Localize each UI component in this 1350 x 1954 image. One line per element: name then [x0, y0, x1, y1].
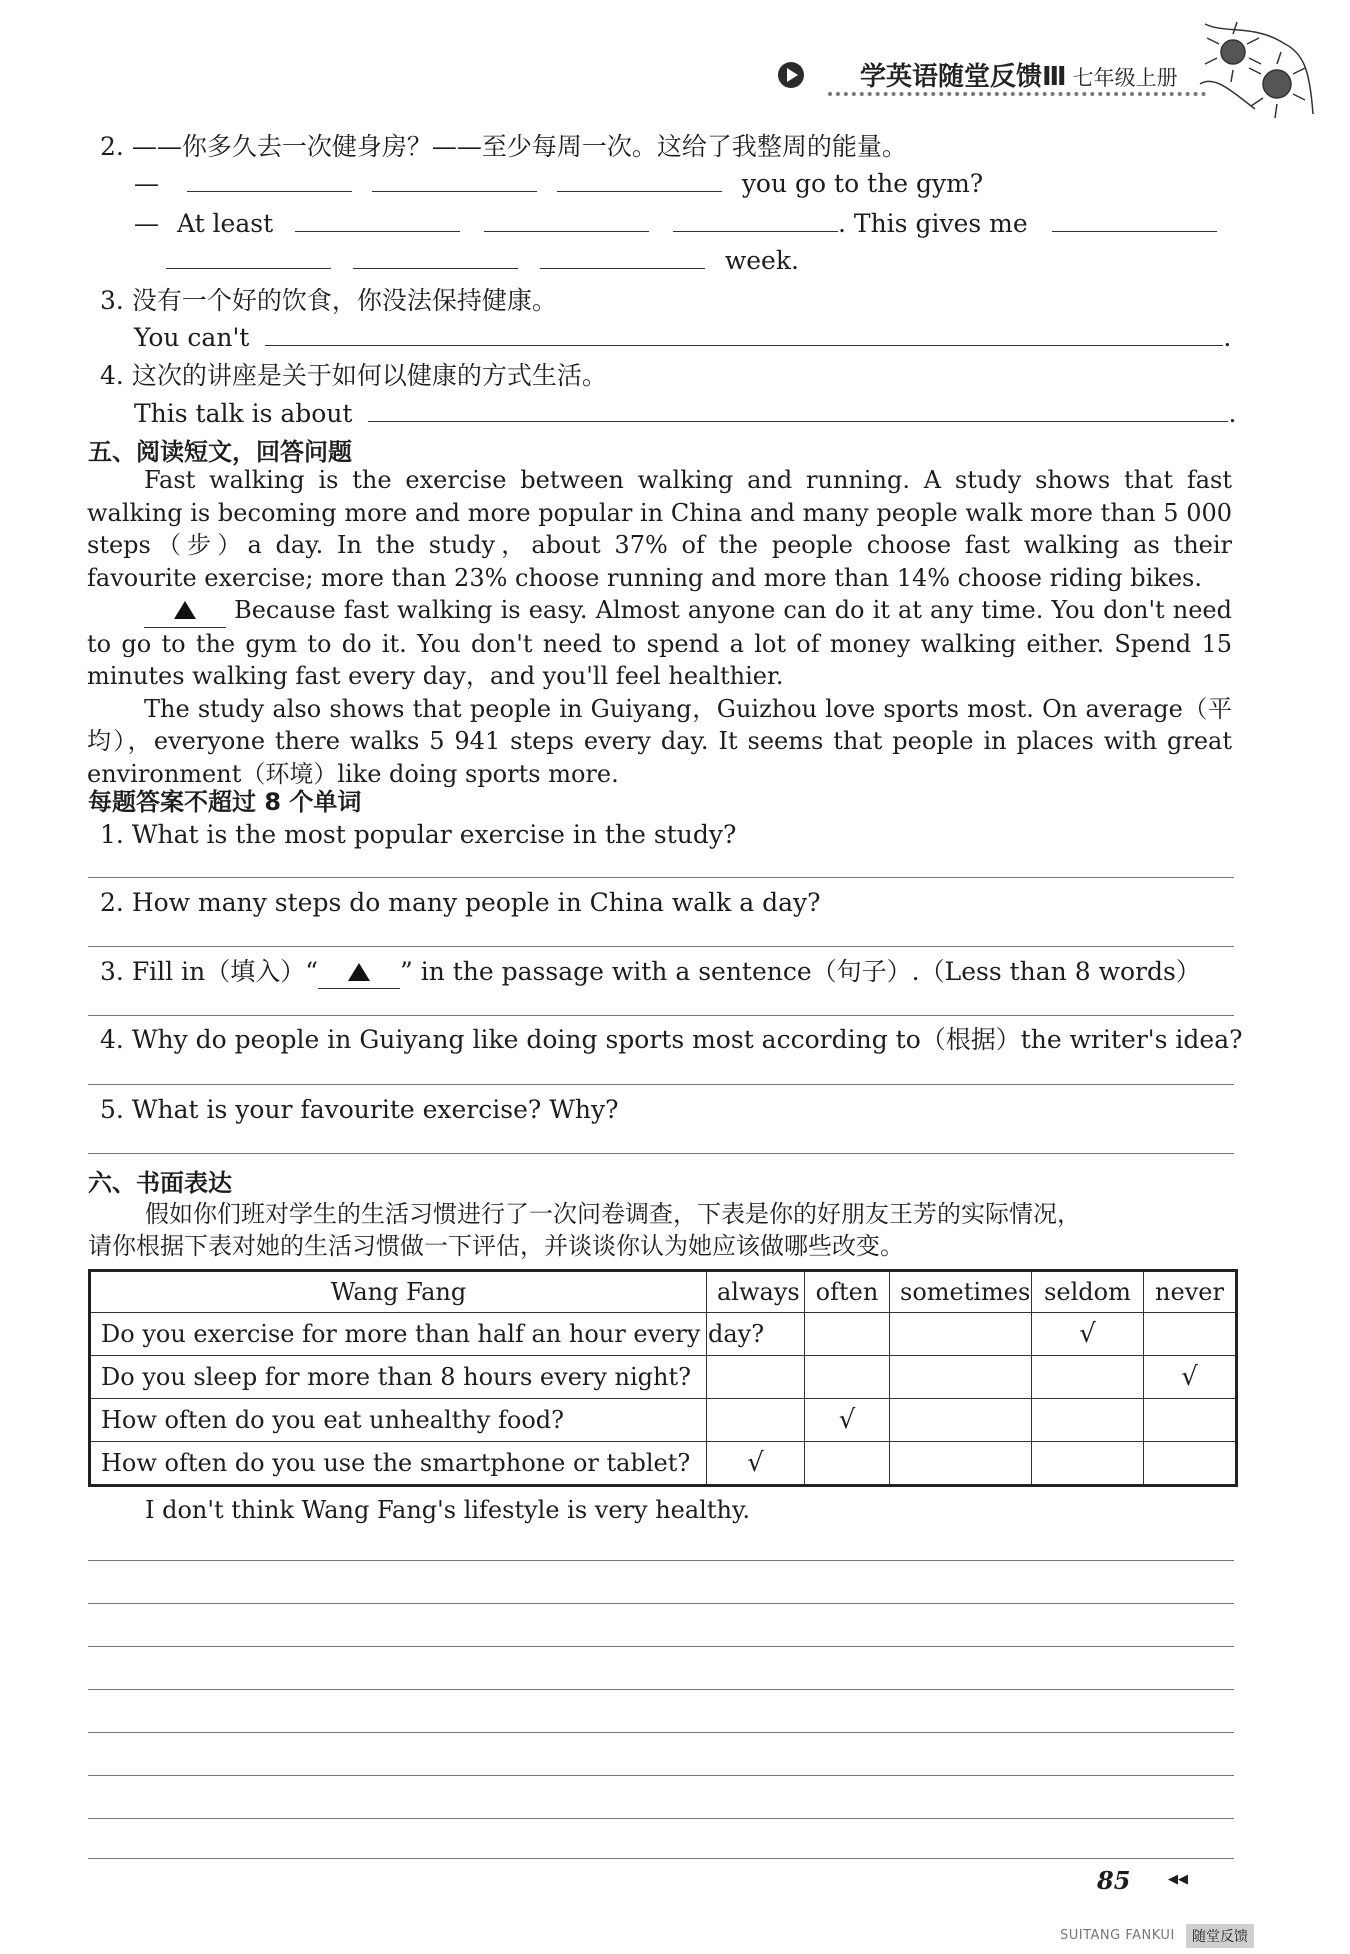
play-icon	[778, 62, 804, 88]
writing-line[interactable]	[88, 1560, 1234, 1561]
question-text: What is your favourite exercise? Why?	[131, 1095, 619, 1124]
q3-chinese-text: 没有一个好的饮食，你没法保持健康。	[131, 286, 557, 315]
table-check-cell: √	[1144, 1356, 1237, 1399]
answer-line[interactable]	[88, 946, 1234, 947]
answer-line[interactable]	[88, 1153, 1234, 1154]
table-check-cell	[1032, 1399, 1144, 1442]
q2-dash: —	[134, 209, 159, 238]
q2-line3	[166, 245, 799, 277]
series-badge: 随堂反馈	[1186, 1924, 1254, 1948]
question-number: 3.	[100, 957, 124, 986]
series-name-english: SUITANG FANKUI	[1060, 1928, 1175, 1943]
passage-paragraph-3: The study also shows that people in Guiyang，Guizhou love sports most. On average（平均），everyone there walks 5 941 steps every day. It seems that people in places with great environment（环境）like doing sports more.	[87, 694, 1232, 788]
section6-intro-2: 请你根据下表对她的生活习惯做一下评估，并谈谈你认为她应该做哪些改变。	[88, 1232, 904, 1260]
table-header-cell: always	[707, 1271, 805, 1313]
q2-dash: —	[134, 169, 159, 198]
q2-line1-text: you go to the gym?	[741, 169, 984, 198]
q4-chinese-text: 这次的讲座是关于如何以健康的方式生活。	[131, 361, 607, 390]
table-check-cell: √	[1032, 1313, 1144, 1356]
writing-line[interactable]	[88, 1732, 1234, 1733]
table-header-cell: often	[805, 1271, 890, 1313]
question-text: How many steps do many people in China walk a day?	[131, 888, 821, 917]
reading-question-5	[100, 1094, 619, 1126]
question-text: What is the most popular exercise in the study?	[131, 820, 737, 849]
q2-line1	[134, 168, 983, 200]
reading-question-3	[100, 956, 1201, 989]
answer-blank[interactable]	[540, 246, 705, 269]
header-divider	[828, 92, 1206, 96]
table-row	[90, 1399, 1237, 1442]
section5-instruction: 每题答案不超过 8 个单词	[88, 788, 362, 816]
table-check-cell: √	[805, 1399, 890, 1442]
triangle-icon	[348, 963, 370, 981]
q2-chinese-text: ——你多久去一次健身房？——至少每周一次。这给了我整周的能量。	[131, 132, 907, 161]
writing-line[interactable]	[88, 1858, 1234, 1859]
passage-paragraph-1: Fast walking is the exercise between walking and running. A study shows that fast walking is becoming more and more popular in China and many people walk more than 5 000 steps（步）a day. In the study，about 37% of the people choose fast walking as their favourite exercise; more than 23% choose running and more than 14% choose riding bikes.	[87, 466, 1232, 592]
answer-blank[interactable]	[372, 169, 537, 192]
page-header	[0, 0, 1350, 120]
table-question-cell: How often do you eat unhealthy food?	[90, 1399, 707, 1442]
section6-title: 六、书面表达	[88, 1169, 232, 1197]
question-number: 4.	[100, 1025, 124, 1054]
book-title	[860, 56, 1178, 93]
table-check-cell	[1144, 1399, 1237, 1442]
answer-blank[interactable]	[295, 209, 460, 232]
question-text: ” in the passage with a sentence（句子）.（Less than 8 words）	[399, 957, 1201, 986]
q4-number: 4.	[100, 361, 124, 390]
table-header-cell: Wang Fang	[90, 1271, 707, 1313]
table-check-cell	[707, 1399, 805, 1442]
table-check-cell	[890, 1442, 1032, 1486]
q2-line2	[134, 208, 1217, 240]
reading-question-4	[100, 1024, 1243, 1056]
writing-start-sentence: I don't think Wang Fang's lifestyle is very healthy.	[145, 1496, 750, 1524]
table-check-cell	[1032, 1442, 1144, 1486]
writing-line[interactable]	[88, 1818, 1234, 1819]
question-number: 1.	[100, 820, 124, 849]
q2-number: 2.	[100, 132, 124, 161]
reading-passage	[87, 464, 1232, 790]
table-check-cell	[805, 1313, 890, 1356]
q3-english-text: You can't	[134, 323, 250, 352]
answer-line[interactable]	[88, 1084, 1234, 1085]
table-question-cell: Do you sleep for more than 8 hours every night?	[90, 1356, 707, 1399]
table-header-cell: seldom	[1032, 1271, 1144, 1313]
table-check-cell	[890, 1313, 1032, 1356]
q3-number: 3.	[100, 286, 124, 315]
q4-chinese	[100, 360, 607, 392]
table-check-cell	[1144, 1313, 1237, 1356]
table-check-cell: √	[707, 1442, 805, 1486]
grade-label: 七年级上册	[1072, 66, 1178, 90]
question-text: Why do people in Guiyang like doing sports most according to（根据）the writer's idea?	[131, 1025, 1243, 1054]
table-check-cell	[1032, 1356, 1144, 1399]
writing-line[interactable]	[88, 1646, 1234, 1647]
answer-blank[interactable]	[484, 209, 649, 232]
q3-chinese	[100, 285, 557, 317]
question-text: Fill in（填入）“	[131, 957, 318, 986]
table-header-cell: never	[1144, 1271, 1237, 1313]
table-header-cell: sometimes	[890, 1271, 1032, 1313]
q2-line2-text: . This gives me	[838, 209, 1028, 238]
answer-blank[interactable]	[353, 246, 518, 269]
section5-title: 五、阅读短文，回答问题	[88, 438, 352, 466]
answer-blank[interactable]	[673, 209, 838, 232]
q4-english	[134, 398, 1236, 430]
table-header-row	[90, 1271, 1237, 1313]
reading-question-2	[100, 887, 821, 919]
book-title-text: 学英语随堂反馈Ⅲ	[860, 62, 1067, 92]
q4-english-text: This talk is about	[134, 399, 353, 428]
answer-line[interactable]	[88, 877, 1234, 878]
answer-blank[interactable]	[557, 169, 722, 192]
triangle-icon	[174, 601, 196, 619]
back-arrows-icon: ◀◀	[1168, 1872, 1188, 1887]
table-check-cell	[805, 1356, 890, 1399]
answer-blank[interactable]	[265, 323, 1223, 346]
passage-paragraph-2	[87, 594, 1232, 693]
table-question-cell: Do you exercise for more than half an hour every day?	[90, 1313, 707, 1356]
q3-english	[134, 322, 1231, 354]
writing-line[interactable]	[88, 1689, 1234, 1690]
writing-line[interactable]	[88, 1775, 1234, 1776]
triangle-blank	[144, 594, 226, 628]
table-check-cell	[1144, 1442, 1237, 1486]
passage-paragraph-2-text: Because fast walking is easy. Almost anyone can do it at any time. You don't need to go to the gym to do it. You don't need to spend a lot of money walking either. Spend 15 minutes walking fast every day，and you'll feel healthier.	[87, 596, 1232, 690]
question-number: 5.	[100, 1095, 124, 1124]
table-row	[90, 1356, 1237, 1399]
period: .	[1228, 399, 1237, 428]
triangle-blank	[318, 956, 400, 989]
answer-blank[interactable]	[166, 246, 331, 269]
q2-at-least: At least	[176, 209, 274, 238]
q2-chinese	[100, 131, 907, 163]
sunflower-ornament-icon	[1195, 14, 1315, 124]
answer-line[interactable]	[88, 1015, 1234, 1016]
answer-blank[interactable]	[368, 399, 1228, 422]
table-row	[90, 1313, 1237, 1356]
answer-blank[interactable]	[1052, 209, 1217, 232]
table-row	[90, 1442, 1237, 1486]
question-number: 2.	[100, 888, 124, 917]
writing-line[interactable]	[88, 1603, 1234, 1604]
table-question-cell: How often do you use the smartphone or tablet?	[90, 1442, 707, 1486]
reading-question-1	[100, 819, 736, 851]
period: .	[1223, 323, 1232, 352]
table-check-cell	[805, 1442, 890, 1486]
survey-table	[88, 1269, 1238, 1487]
q2-line3-text: week.	[724, 246, 799, 275]
table-check-cell	[890, 1399, 1032, 1442]
table-check-cell	[707, 1356, 805, 1399]
table-check-cell	[890, 1356, 1032, 1399]
page-number: 85	[1097, 1866, 1131, 1895]
answer-blank[interactable]	[187, 169, 352, 192]
section6-intro-1: 假如你们班对学生的生活习惯进行了一次问卷调查，下表是你的好朋友王芳的实际情况，	[145, 1200, 1081, 1228]
